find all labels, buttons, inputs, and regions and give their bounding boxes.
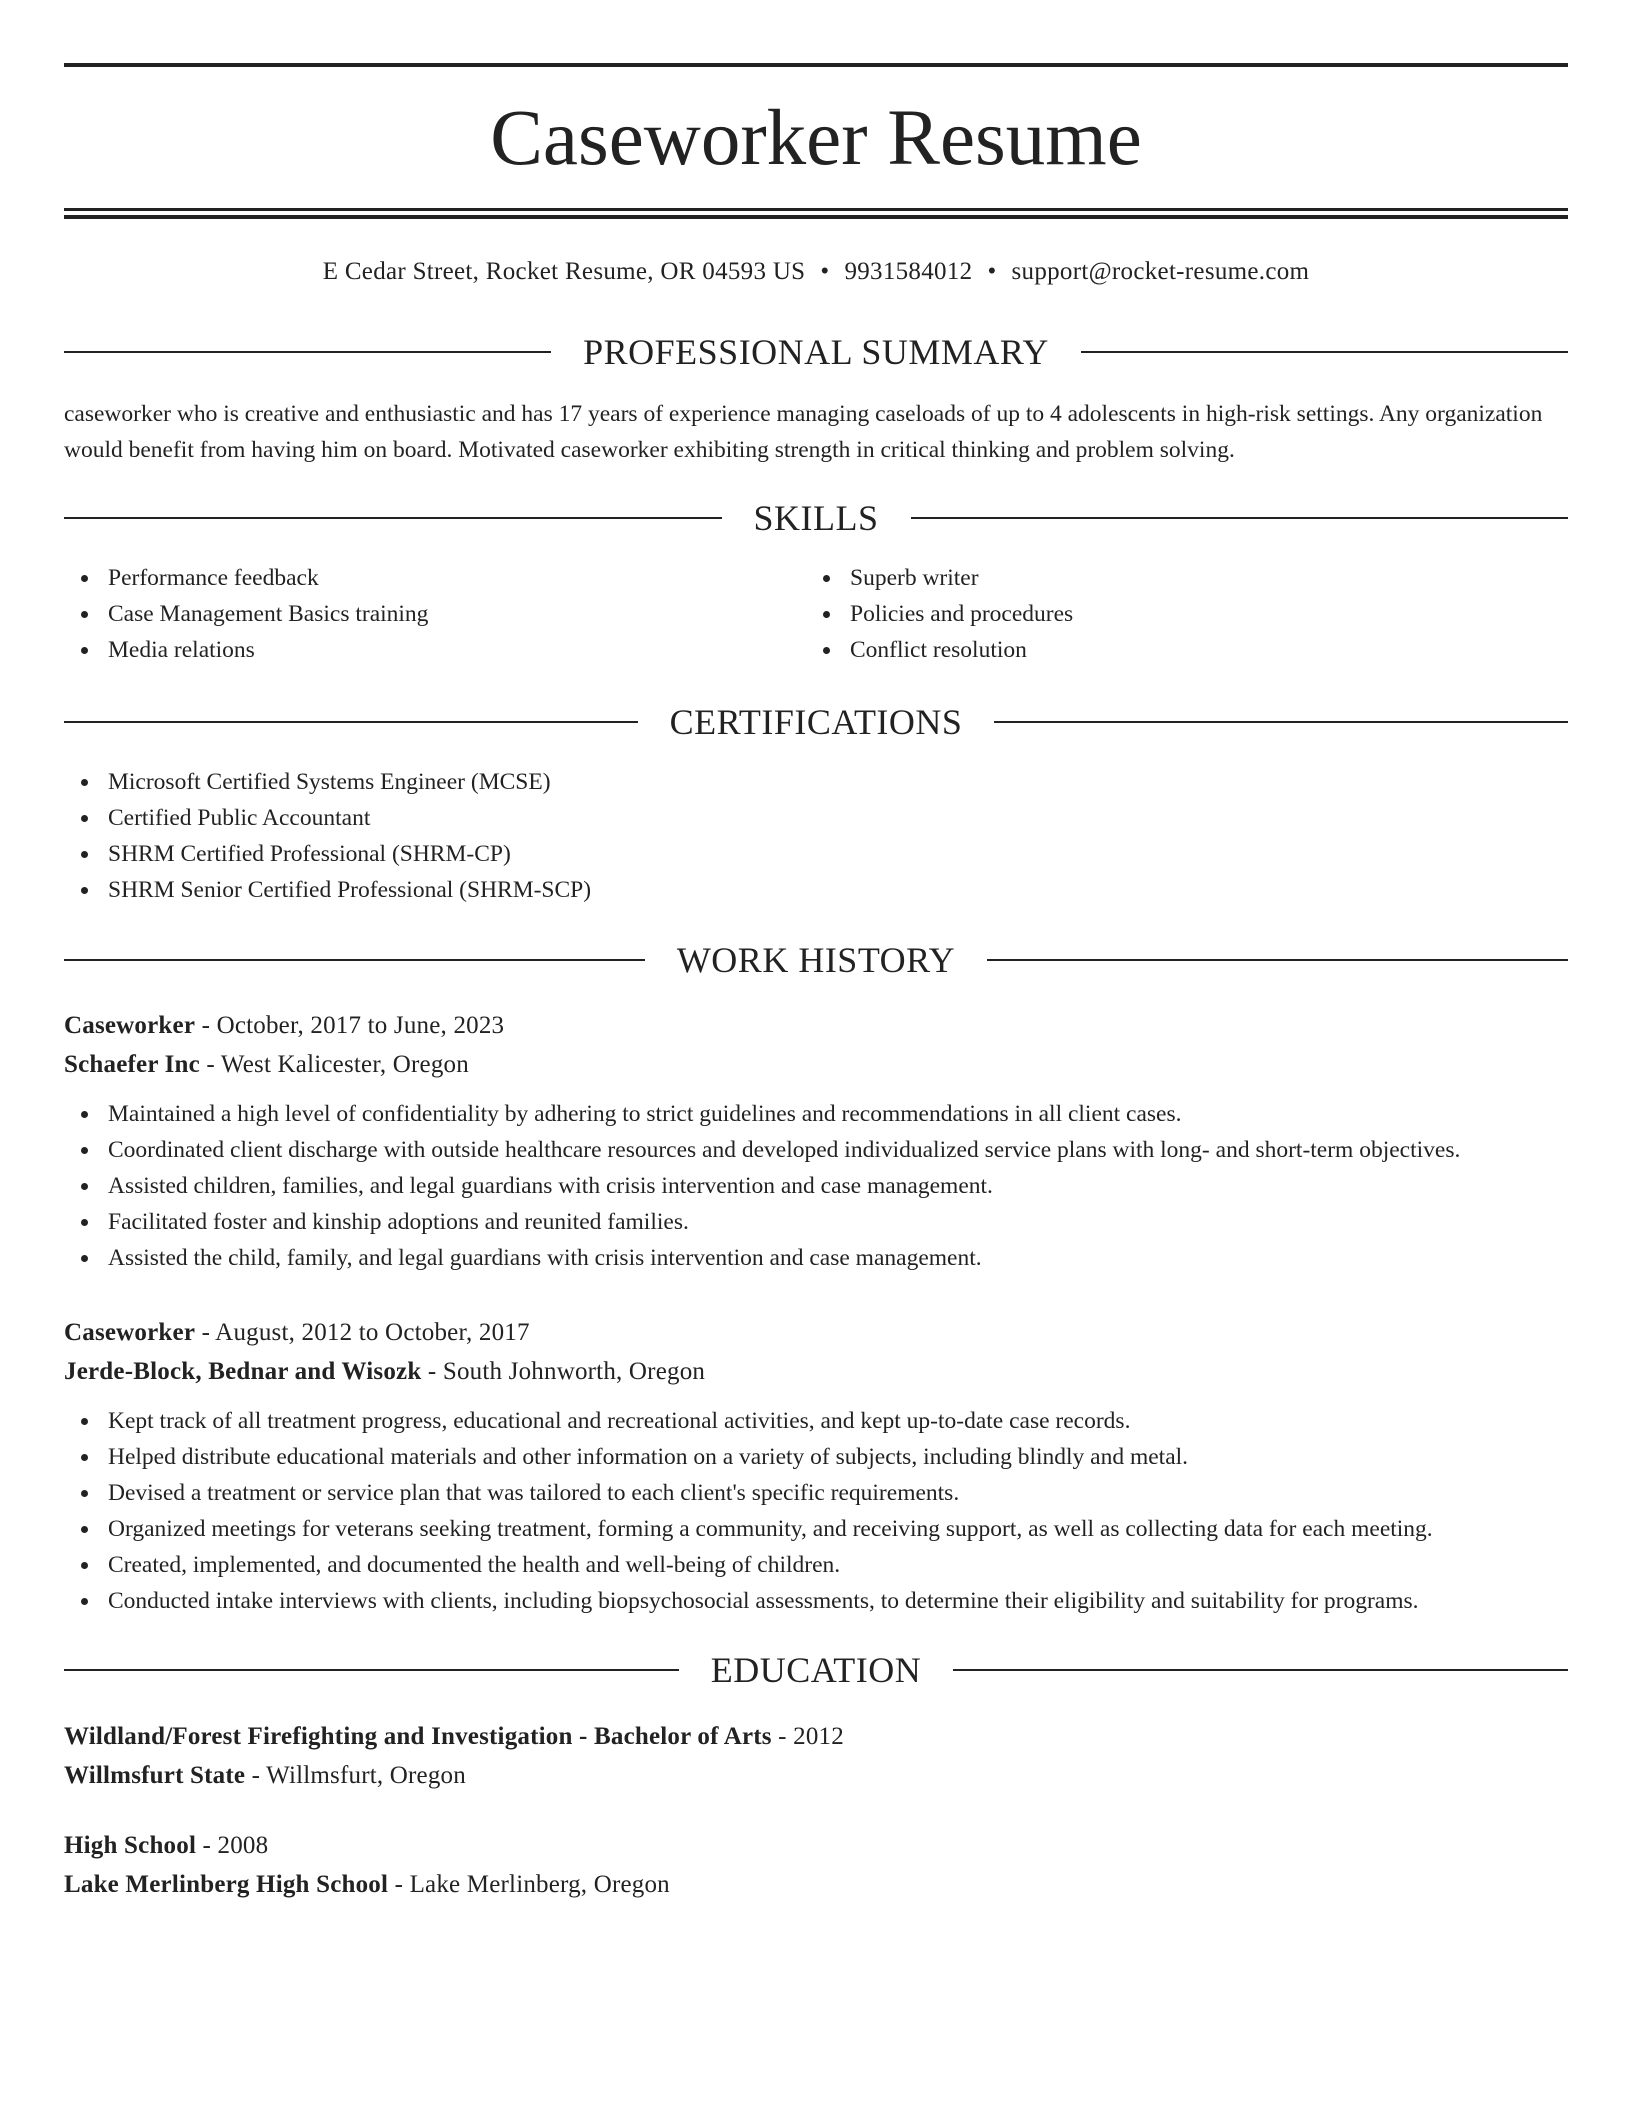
job-bullets xyxy=(64,1096,1568,1276)
skill-item: Conflict resolution xyxy=(806,632,1568,668)
skills-heading xyxy=(64,494,1568,542)
contact-phone: 9931584012 xyxy=(844,258,973,285)
job-bullet-item: Assisted children, families, and legal guardians with crisis intervention and case management. xyxy=(64,1168,1568,1204)
job-bullet-item: Assisted the child, family, and legal guardians with crisis intervention and case management. xyxy=(64,1240,1568,1276)
resume-title: Caseworker Resume xyxy=(490,95,1142,182)
job-company-line xyxy=(64,1045,1568,1084)
job-company-line xyxy=(64,1352,1568,1391)
job-location: - South Johnworth, Oregon xyxy=(421,1358,706,1385)
education-year: - 2008 xyxy=(196,1832,269,1859)
certifications-block xyxy=(64,764,1568,908)
job-dates: - August, 2012 to October, 2017 xyxy=(195,1319,530,1346)
skill-item: Media relations xyxy=(64,632,804,668)
summary-heading-label: PROFESSIONAL SUMMARY xyxy=(583,332,1049,372)
education-location: - Lake Merlinberg, Oregon xyxy=(388,1871,670,1898)
skills-heading-label: SKILLS xyxy=(753,498,879,538)
education-entry xyxy=(64,1826,1568,1904)
education-degree-line xyxy=(64,1717,1568,1756)
job-company: Jerde-Block, Bednar and Wisozk xyxy=(64,1358,422,1385)
skills-column-left xyxy=(64,560,804,668)
certification-item: SHRM Senior Certified Professional (SHRM-SCP) xyxy=(64,872,1568,908)
certifications-heading xyxy=(64,698,1568,746)
work-heading xyxy=(64,936,1568,984)
job-title: Caseworker xyxy=(64,1012,196,1039)
education-entry xyxy=(64,1717,1568,1795)
education-degree-line xyxy=(64,1826,1568,1865)
heading-rule-right xyxy=(987,959,1568,961)
job-title: Caseworker xyxy=(64,1319,196,1346)
contact-separator: • xyxy=(820,258,830,285)
heading-rule-right xyxy=(1081,351,1568,353)
education-degree: High School xyxy=(64,1832,197,1859)
contact-separator: • xyxy=(987,258,997,285)
certification-item: Certified Public Accountant xyxy=(64,800,1568,836)
job-entry xyxy=(64,1006,1568,1276)
heading-rule-right xyxy=(994,721,1568,723)
job-bullet-item: Created, implemented, and documented the health and well-being of children. xyxy=(64,1547,1568,1583)
top-rule xyxy=(64,63,1568,67)
skill-item: Case Management Basics training xyxy=(64,596,804,632)
job-bullets xyxy=(64,1403,1568,1619)
heading-rule-left xyxy=(64,959,645,961)
job-dates: - October, 2017 to June, 2023 xyxy=(195,1012,505,1039)
skills-list-right xyxy=(806,560,1568,668)
work-heading-label: WORK HISTORY xyxy=(676,940,956,980)
job-bullet-item: Maintained a high level of confidentiality by adhering to strict guidelines and recommendations in all client cases. xyxy=(64,1096,1568,1132)
skill-item: Policies and procedures xyxy=(806,596,1568,632)
title-double-rule xyxy=(64,208,1568,219)
contact-email: support@rocket-resume.com xyxy=(1011,258,1310,285)
education-school-line xyxy=(64,1756,1568,1795)
job-bullet-item: Organized meetings for veterans seeking treatment, forming a community, and receiving support, as well as collecting data for each meeting. xyxy=(64,1511,1568,1547)
heading-rule-right xyxy=(911,517,1569,519)
education-heading-label: EDUCATION xyxy=(710,1650,922,1690)
certifications-heading-label: CERTIFICATIONS xyxy=(669,702,963,742)
job-bullet-item: Kept track of all treatment progress, educational and recreational activities, and kept up-to-date case records. xyxy=(64,1403,1568,1439)
job-title-line xyxy=(64,1006,1568,1045)
job-location: - West Kalicester, Oregon xyxy=(199,1051,469,1078)
education-school-line xyxy=(64,1865,1568,1904)
certification-item: Microsoft Certified Systems Engineer (MCSE) xyxy=(64,764,1568,800)
job-title-line xyxy=(64,1313,1568,1352)
job-company: Schaefer Inc xyxy=(64,1051,200,1078)
education-school: Lake Merlinberg High School xyxy=(64,1871,389,1898)
certification-item: SHRM Certified Professional (SHRM-CP) xyxy=(64,836,1568,872)
summary-text: caseworker who is creative and enthusiastic and has 17 years of experience managing caseloads of up to 4 adolescents in high-risk settings. Any organization would benefit from having him on board. Motivated caseworker exhibiting strength in critical thinking and problem solving. xyxy=(64,401,1543,463)
education-school: Willmsfurt State xyxy=(64,1762,246,1789)
education-degree: Wildland/Forest Firefighting and Investigation - Bachelor of Arts xyxy=(64,1723,772,1750)
skill-item: Performance feedback xyxy=(64,560,804,596)
contact-line xyxy=(64,254,1568,290)
job-bullet-item: Devised a treatment or service plan that was tailored to each client's specific requirements. xyxy=(64,1475,1568,1511)
job-entry xyxy=(64,1313,1568,1619)
certifications-list xyxy=(64,764,1568,908)
education-heading xyxy=(64,1646,1568,1694)
job-bullet-item: Coordinated client discharge with outside healthcare resources and developed individualized service plans with long- and short-term objectives. xyxy=(64,1132,1568,1168)
job-bullet-item: Helped distribute educational materials and other information on a variety of subjects, including blindly and metal. xyxy=(64,1439,1568,1475)
job-bullet-item: Facilitated foster and kinship adoptions and reunited families. xyxy=(64,1204,1568,1240)
contact-address: E Cedar Street, Rocket Resume, OR 04593 US xyxy=(322,258,806,285)
heading-rule-left xyxy=(64,517,722,519)
skills-column-right xyxy=(806,560,1568,668)
skills-list-left xyxy=(64,560,804,668)
heading-rule-left xyxy=(64,721,638,723)
heading-rule-left xyxy=(64,1669,679,1671)
education-year: - 2012 xyxy=(771,1723,844,1750)
skill-item: Superb writer xyxy=(806,560,1568,596)
job-bullet-item: Conducted intake interviews with clients, including biopsychosocial assessments, to determine their eligibility and suitability for programs. xyxy=(64,1583,1568,1619)
education-location: - Willmsfurt, Oregon xyxy=(245,1762,466,1789)
heading-rule-left xyxy=(64,351,551,353)
summary-heading xyxy=(64,328,1568,376)
heading-rule-right xyxy=(953,1669,1568,1671)
